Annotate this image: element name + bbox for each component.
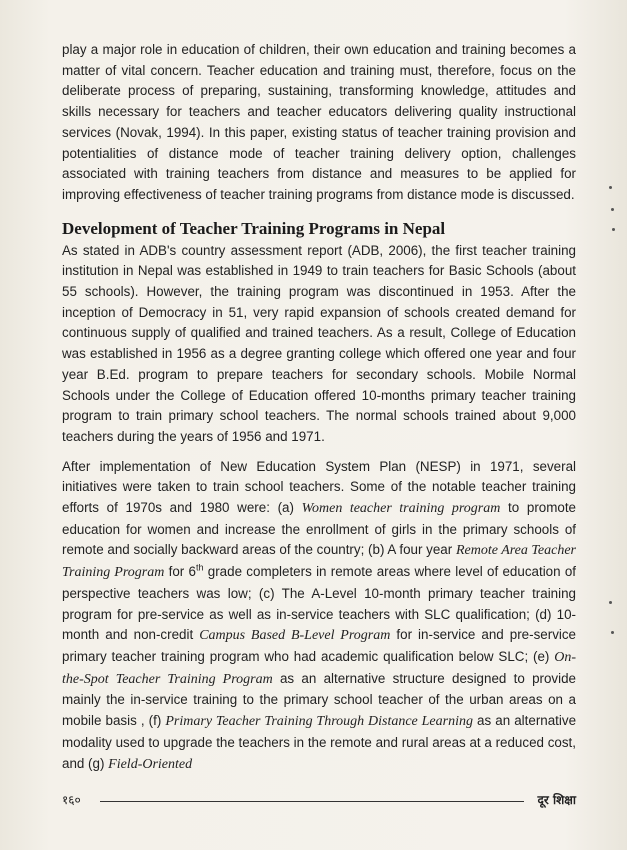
scan-speck bbox=[609, 601, 612, 604]
text-run: as an alternative modality used to upgrade the teachers in the remote and rural areas at a reduced cost, and (g) bbox=[62, 713, 577, 771]
scan-speck bbox=[611, 631, 614, 634]
page-number: १६० bbox=[62, 793, 81, 807]
superscript: th bbox=[195, 562, 204, 573]
text-run: for 6 bbox=[164, 564, 196, 580]
program-name: Field-Oriented bbox=[108, 756, 193, 772]
scan-speck bbox=[609, 186, 612, 189]
program-name: Remote Area Teacher Training Program bbox=[62, 543, 577, 581]
intro-paragraph: play a major role in education of children, their own education and training becomes a matter of vital concern. Teacher education and training must, therefore, focus on the deliberate process of preparing, sustaining, transforming knowledge, attitudes and skills necessary for teachers and teacher educators delivering quality instructional services (Novak, 1994). In this paper, existing status of teacher training provision and potentialities of distance mode of teacher training delivery option, challenges associated with training teachers from distance and measures to be applied for improving effectiveness of teacher training programs from distance mode is discussed. bbox=[62, 42, 576, 202]
journal-title: दूर शिक्षा bbox=[537, 793, 576, 807]
paragraph-nesp-initiatives bbox=[62, 457, 576, 776]
text-run: grade completers in remote areas where level of education of perspective teachers was low; (c) The A-Level 10-month primary teacher training program for pre-service as well as in-service teachers with SLC qualification; (d) 10-month and non-credit bbox=[62, 564, 577, 643]
paragraph-adb-report: As stated in ADB's country assessment report (ADB, 2006), the first teacher training institution in Nepal was established in 1949 to train teachers for Basic Schools (about 55 schools). However, the training program was discontinued in 1953. After the inception of Democracy in 51, very rapid expansion of schools created demand for continuous supply of qualified and trained teachers. As a result, College of Education was established in 1956 as a degree granting college which offered one year and four year B.Ed. program to prepare teachers for secondary schools. Mobile Normal Schools under the College of Education offered 10-months primary teacher training program to train primary school teachers. The normal schools trained about 9,000 teachers during the years of 1956 and 1971. bbox=[62, 242, 576, 444]
body-text bbox=[62, 40, 576, 775]
program-name: Campus Based B-Level Program bbox=[199, 628, 391, 644]
program-name: On-the-Spot Teacher Training Program bbox=[62, 649, 576, 687]
section-heading: Development of Teacher Training Programs in Nepal bbox=[62, 218, 446, 238]
text-run: After implementation of New Education System Plan (NESP) in 1971, several initiatives were taken to train school teachers. Some of the notable teacher training efforts of 1970s and 1980 were: (a) bbox=[62, 458, 576, 516]
scan-speck bbox=[612, 228, 615, 231]
scan-speck bbox=[611, 208, 614, 211]
program-name: Primary Teacher Training Through Distance Learning bbox=[165, 714, 473, 730]
text-run: as an alternative structure designed to provide mainly the in-service training to the primary school teacher of the urban areas on a mobile basis , (f) bbox=[62, 670, 576, 729]
text-run: for in-service and pre-service primary teacher training program who had academic qualification below SLC; (e) bbox=[62, 627, 577, 664]
program-name: Women teacher training program bbox=[301, 501, 501, 517]
page-footer bbox=[62, 791, 576, 811]
text-run: to promote education for women and increase the enrollment of girls in the primary schools of remote and socially backward areas of the country; (b) A four year bbox=[62, 500, 577, 558]
footer-rule bbox=[100, 801, 524, 802]
